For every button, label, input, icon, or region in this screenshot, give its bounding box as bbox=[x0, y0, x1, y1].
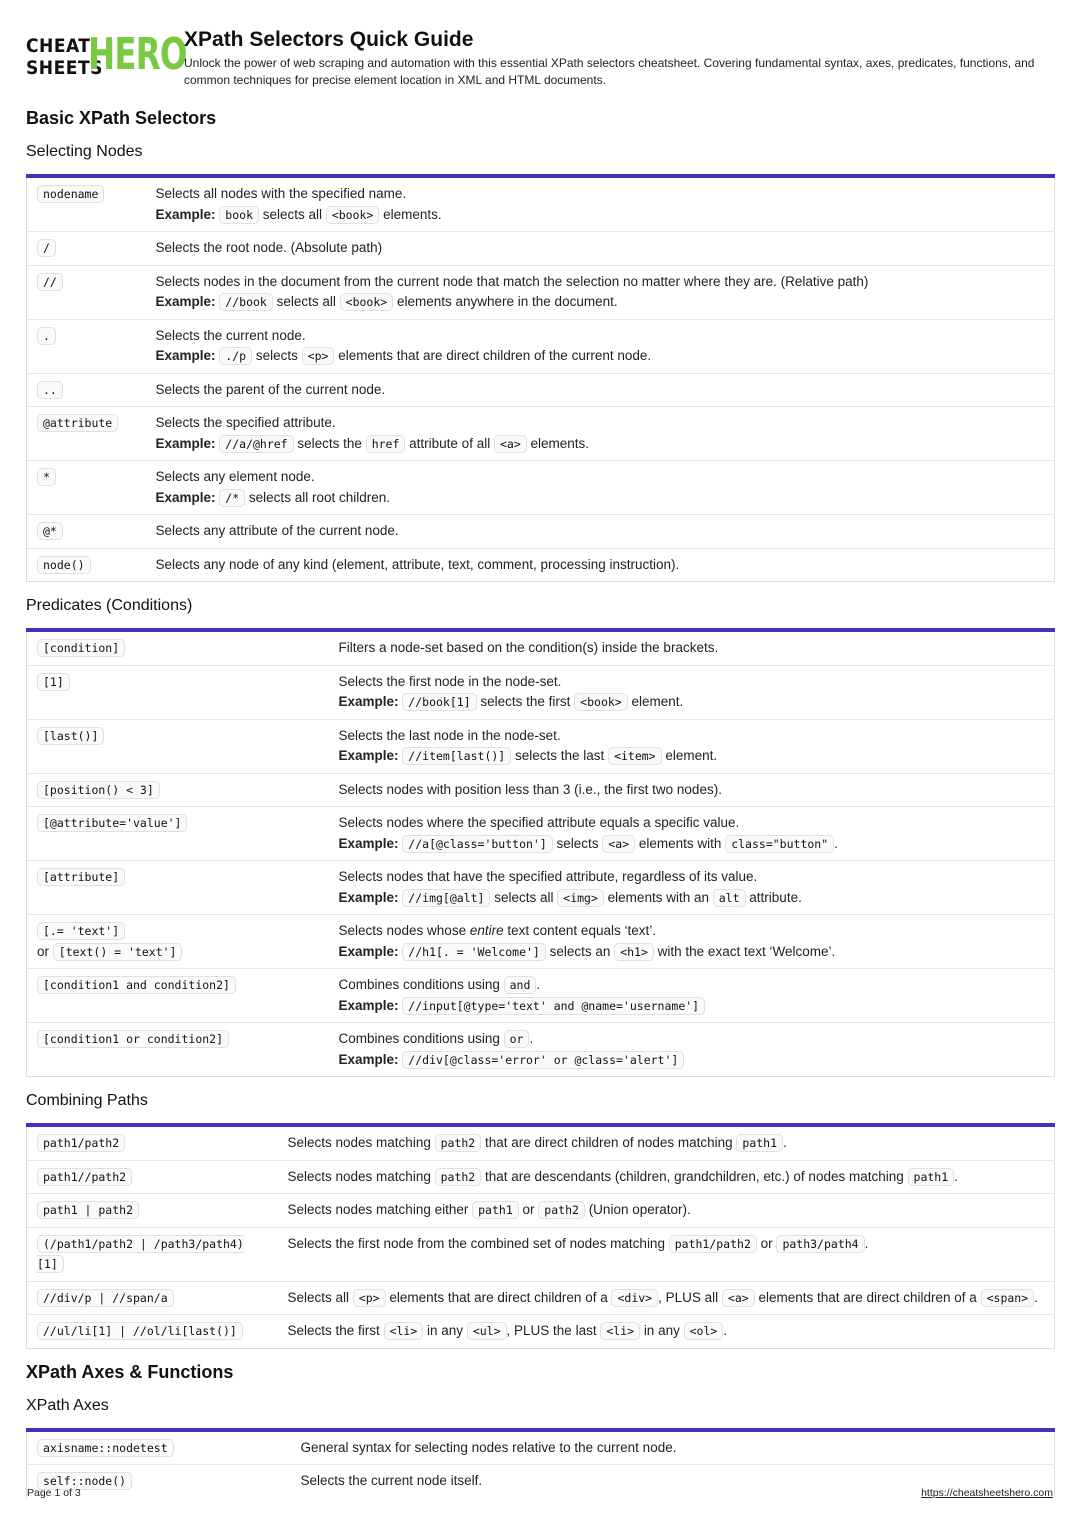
inline-code: and bbox=[504, 976, 537, 994]
example-text: elements anywhere in the document. bbox=[396, 294, 618, 309]
example-label: Example: bbox=[155, 435, 216, 451]
row-description: Selects nodes that have the specified attribute, regardless of its value. bbox=[338, 869, 758, 884]
row-description: in any bbox=[427, 1323, 464, 1338]
example-code: alt bbox=[713, 889, 746, 907]
example-text: with the exact text ‘Welcome’. bbox=[657, 943, 836, 959]
row-description: Selects any node of any kind (element, attribute, text, comment, processing instruction). bbox=[155, 556, 680, 572]
row-description: Selects the parent of the current node. bbox=[155, 381, 386, 397]
inline-code: path1 bbox=[736, 1134, 783, 1152]
main-content bbox=[26, 105, 1055, 1498]
selector-code: [attribute] bbox=[37, 868, 125, 886]
selector-code: [position() < 3] bbox=[37, 781, 160, 799]
row-description: Combines conditions using bbox=[338, 977, 500, 992]
example-code: //book bbox=[219, 293, 273, 311]
selector-code: self::node() bbox=[37, 1472, 132, 1490]
row-description: Selects all bbox=[287, 1289, 350, 1305]
inline-code: <span> bbox=[981, 1289, 1035, 1307]
row-description: Combines conditions using bbox=[338, 1031, 500, 1046]
selector-code: [1] bbox=[37, 673, 70, 691]
inline-code: path1/path2 bbox=[669, 1235, 757, 1253]
example-label: Example: bbox=[338, 694, 399, 709]
example-code: //h1[. = 'Welcome'] bbox=[402, 943, 546, 961]
example-label: Example: bbox=[338, 943, 399, 959]
row-description: . bbox=[723, 1323, 728, 1338]
logo-hero-text: HERO bbox=[88, 29, 187, 80]
example-text: elements that are direct children of the current node. bbox=[338, 348, 652, 363]
row-description-emphasis: entire bbox=[469, 923, 504, 938]
table-row bbox=[27, 1023, 1055, 1077]
example-code: <book> bbox=[326, 206, 380, 224]
inline-code: path1 bbox=[472, 1201, 519, 1219]
page-subtitle: Unlock the power of web scraping and automation with this essential XPath selectors cheatsheet. Covering fundamental syntax, axes, predicates, functions, and common techniques for precise element location in XML and HTML documents. bbox=[184, 56, 1035, 87]
table-row bbox=[27, 1465, 1055, 1498]
selector-code: @attribute bbox=[37, 414, 118, 432]
example-code: //a[@class='button'] bbox=[402, 835, 552, 853]
row-description: . bbox=[1034, 1289, 1038, 1305]
table-row bbox=[27, 548, 1055, 582]
table-row bbox=[27, 407, 1055, 461]
row-description: General syntax for selecting nodes relative to the current node. bbox=[300, 1439, 677, 1455]
example-text: selects bbox=[556, 835, 599, 851]
table-row bbox=[27, 719, 1055, 773]
row-description: Selects nodes in the document from the current node that match the selection no matter where they are. (Relative path) bbox=[155, 273, 869, 289]
table-row bbox=[27, 1430, 1055, 1465]
row-description: . bbox=[954, 1168, 958, 1184]
table-row bbox=[27, 861, 1055, 915]
example-code: <p> bbox=[302, 347, 335, 365]
cheatsheets-hero-logo[interactable] bbox=[26, 29, 187, 80]
row-description: , PLUS the last bbox=[506, 1323, 597, 1338]
combining-paths-table bbox=[26, 1123, 1055, 1349]
table-row bbox=[27, 232, 1055, 266]
table-row bbox=[27, 461, 1055, 515]
row-description: Selects nodes matching bbox=[287, 1135, 431, 1150]
selector-code: axisname::nodetest bbox=[37, 1439, 174, 1457]
selector-code: [condition1 and condition2] bbox=[37, 976, 236, 994]
selector-code: path1/path2 bbox=[37, 1134, 125, 1152]
inline-code: <a> bbox=[722, 1289, 755, 1307]
example-text: selects the bbox=[297, 435, 362, 451]
example-code: //div[@class='error' or @class='alert'] bbox=[402, 1051, 684, 1069]
table-row bbox=[27, 969, 1055, 1023]
table-row bbox=[27, 665, 1055, 719]
row-description: that are descendants (children, grandchildren, etc.) of nodes matching bbox=[485, 1168, 904, 1184]
table-row bbox=[27, 265, 1055, 319]
row-description: Selects the root node. (Absolute path) bbox=[155, 240, 383, 255]
example-text: element. bbox=[665, 748, 718, 763]
inline-code: <li> bbox=[600, 1322, 640, 1340]
selector-code: [@attribute='value'] bbox=[37, 814, 187, 832]
row-description: . bbox=[536, 977, 541, 992]
example-text: selects the first bbox=[480, 694, 571, 709]
example-code: <h1> bbox=[614, 943, 654, 961]
example-code: <img> bbox=[557, 889, 604, 907]
inline-code: path2 bbox=[435, 1168, 482, 1186]
example-text: attribute of all bbox=[409, 435, 491, 451]
selector-code: //div/p | //span/a bbox=[37, 1289, 174, 1307]
selector-code: @* bbox=[37, 522, 63, 540]
example-code: ./p bbox=[219, 347, 252, 365]
selector-code: [.= 'text'] bbox=[37, 922, 125, 940]
row-description: or bbox=[522, 1202, 535, 1217]
page-number: Page 1 of 3 bbox=[27, 1487, 81, 1499]
selector-code: [condition1 or condition2] bbox=[37, 1030, 229, 1048]
table-row bbox=[27, 630, 1055, 665]
row-description: Selects the specified attribute. bbox=[155, 415, 336, 430]
selector-code: //ul/li[1] | //ol/li[last()] bbox=[37, 1322, 243, 1340]
xpath-axes-table bbox=[26, 1428, 1055, 1498]
example-label: Example: bbox=[155, 206, 216, 222]
example-code: <a> bbox=[602, 835, 635, 853]
example-code: //img[@alt] bbox=[402, 889, 490, 907]
inline-code: path2 bbox=[435, 1134, 482, 1152]
selector-code: // bbox=[37, 273, 63, 291]
selector-code: . bbox=[37, 327, 56, 345]
inline-code: or bbox=[504, 1030, 530, 1048]
table-row bbox=[27, 915, 1055, 969]
inline-code: <ul> bbox=[467, 1322, 507, 1340]
row-description: . bbox=[783, 1135, 787, 1150]
example-label: Example: bbox=[155, 348, 216, 363]
site-link[interactable]: https://cheatsheetshero.com bbox=[921, 1487, 1053, 1499]
example-label: Example: bbox=[338, 1051, 399, 1067]
or-label: or bbox=[37, 943, 50, 959]
example-label: Example: bbox=[338, 835, 399, 851]
example-text: elements with an bbox=[607, 889, 709, 905]
row-description: Selects the first bbox=[287, 1323, 380, 1338]
example-label: Example: bbox=[155, 489, 216, 505]
row-description: Selects the last node in the node-set. bbox=[338, 727, 561, 743]
subsection-title-predicates: Predicates (Conditions) bbox=[26, 597, 193, 614]
example-code: <a> bbox=[494, 435, 527, 453]
example-code: <book> bbox=[574, 693, 628, 711]
section-title-axes-functions: XPath Axes & Functions bbox=[26, 1361, 234, 1382]
example-label: Example: bbox=[338, 889, 399, 905]
row-description: Selects nodes with position less than 3 (i.e., the first two nodes). bbox=[338, 781, 722, 797]
row-description: Selects any attribute of the current node. bbox=[155, 523, 399, 538]
example-code: //item[last()] bbox=[402, 747, 511, 765]
example-code: book bbox=[219, 206, 259, 224]
row-description: Selects the first node from the combined set of nodes matching bbox=[287, 1235, 665, 1251]
subsection-title-combining-paths: Combining Paths bbox=[26, 1092, 148, 1109]
selector-code: * bbox=[37, 468, 56, 486]
page-title: XPath Selectors Quick Guide bbox=[184, 28, 474, 51]
row-description: Selects the current node itself. bbox=[300, 1473, 483, 1488]
table-row bbox=[27, 1125, 1055, 1160]
example-code: //input[@type='text' and @name='username'] bbox=[402, 997, 705, 1015]
example-text: elements. bbox=[530, 435, 590, 451]
selector-code-alt: [text() = 'text'] bbox=[53, 943, 183, 961]
example-text: selects all root children. bbox=[248, 489, 390, 505]
subsection-title-selecting-nodes: Selecting Nodes bbox=[26, 143, 143, 160]
row-description: Selects the first node in the node-set. bbox=[338, 673, 562, 689]
row-description: , PLUS all bbox=[658, 1289, 719, 1305]
selector-code: / bbox=[37, 239, 56, 257]
predicates-table bbox=[26, 628, 1055, 1077]
selector-code: node() bbox=[37, 556, 91, 574]
table-row bbox=[27, 1160, 1055, 1194]
selector-code: path1 | path2 bbox=[37, 1201, 139, 1219]
row-description: or bbox=[760, 1235, 773, 1251]
row-description: Selects nodes matching either bbox=[287, 1202, 469, 1217]
logo-cheat-text: CHEAT bbox=[26, 35, 91, 57]
table-row bbox=[27, 1281, 1055, 1315]
row-description: Selects any element node. bbox=[155, 469, 315, 484]
row-description: Selects all nodes with the specified name. bbox=[155, 186, 407, 201]
row-description: Selects nodes whose bbox=[338, 923, 467, 938]
inline-code: <li> bbox=[384, 1322, 424, 1340]
row-description: that are direct children of nodes matching bbox=[485, 1135, 733, 1150]
example-text: selects all bbox=[494, 889, 554, 905]
inline-code: path2 bbox=[538, 1201, 585, 1219]
inline-code: path1 bbox=[908, 1168, 955, 1186]
logo-sheets-text: SHEETS bbox=[26, 57, 103, 79]
selector-code: .. bbox=[37, 381, 63, 399]
row-description: . bbox=[529, 1031, 534, 1046]
example-code: /* bbox=[219, 489, 245, 507]
row-description: Selects nodes where the specified attribute equals a specific value. bbox=[338, 815, 740, 830]
example-text: selects an bbox=[549, 943, 611, 959]
example-text: elements. bbox=[383, 206, 442, 222]
inline-code: <p> bbox=[353, 1289, 386, 1307]
table-row bbox=[27, 515, 1055, 549]
table-row bbox=[27, 1227, 1055, 1281]
table-row bbox=[27, 319, 1055, 373]
table-row bbox=[27, 1194, 1055, 1228]
selecting-nodes-table bbox=[26, 174, 1055, 582]
example-text: selects the last bbox=[515, 748, 605, 763]
row-description: Selects the current node. bbox=[155, 327, 306, 343]
example-label: Example: bbox=[155, 294, 216, 309]
example-code: href bbox=[366, 435, 406, 453]
example-code: //book[1] bbox=[402, 693, 476, 711]
row-description: elements that are direct children of a bbox=[758, 1289, 977, 1305]
table-row bbox=[27, 373, 1055, 407]
example-code: <item> bbox=[608, 747, 662, 765]
subsection-title-xpath-axes: XPath Axes bbox=[26, 1396, 109, 1414]
selector-code: path1//path2 bbox=[37, 1168, 132, 1186]
inline-code: path3/path4 bbox=[776, 1235, 864, 1253]
example-text: elements with bbox=[638, 835, 722, 851]
row-description: Filters a node-set based on the condition(s) inside the brackets. bbox=[338, 640, 719, 655]
selector-code: (/path1/path2 | /path3/path4)[1] bbox=[37, 1236, 244, 1271]
example-text: attribute. bbox=[749, 889, 802, 905]
example-text: selects bbox=[255, 348, 298, 363]
row-description: elements that are direct children of a bbox=[389, 1289, 608, 1305]
table-row bbox=[27, 807, 1055, 861]
table-row bbox=[27, 773, 1055, 807]
example-text: element. bbox=[631, 694, 684, 709]
row-description: Selects nodes matching bbox=[287, 1168, 431, 1184]
row-description: (Union operator). bbox=[588, 1202, 691, 1217]
selector-code: nodename bbox=[37, 185, 104, 203]
row-description: text content equals ‘text’. bbox=[507, 923, 656, 938]
example-code: class="button" bbox=[725, 835, 834, 853]
example-text: selects all bbox=[262, 206, 323, 222]
example-text: selects all bbox=[276, 294, 336, 309]
example-text: . bbox=[834, 835, 838, 851]
table-row bbox=[27, 1315, 1055, 1349]
page-header bbox=[26, 30, 1056, 90]
row-description: in any bbox=[643, 1323, 680, 1338]
example-label: Example: bbox=[338, 997, 399, 1013]
section-title-basic: Basic XPath Selectors bbox=[26, 108, 217, 128]
example-code: //a/@href bbox=[219, 435, 293, 453]
table-row bbox=[27, 176, 1055, 232]
selector-code: [condition] bbox=[37, 639, 125, 657]
example-code: <book> bbox=[340, 293, 394, 311]
inline-code: <ol> bbox=[684, 1322, 724, 1340]
inline-code: <div> bbox=[611, 1289, 658, 1307]
selector-code: [last()] bbox=[37, 727, 104, 745]
row-description: . bbox=[864, 1235, 869, 1251]
example-label: Example: bbox=[338, 748, 399, 763]
